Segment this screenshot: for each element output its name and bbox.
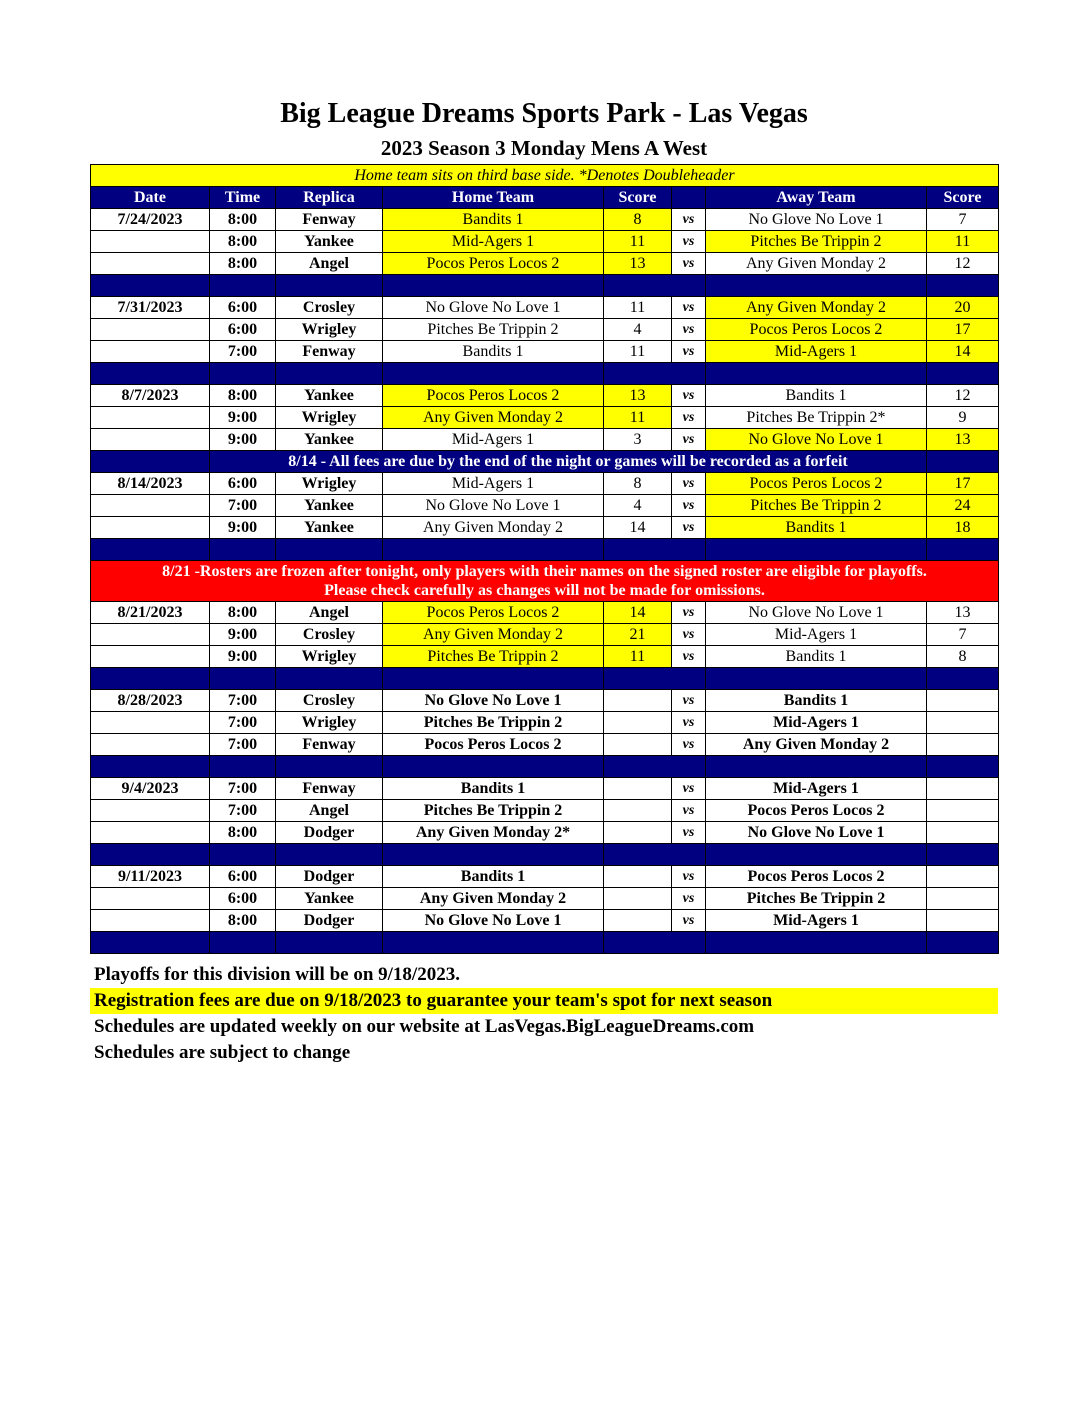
vs-label: vs xyxy=(672,231,706,253)
away-score: 7 xyxy=(927,209,999,231)
separator-row xyxy=(91,932,999,954)
separator-cell xyxy=(706,539,927,561)
separator-cell xyxy=(604,668,706,690)
home-team: Mid-Agers 1 xyxy=(383,231,604,253)
separator-cell xyxy=(927,363,999,385)
home-score xyxy=(604,822,672,844)
game-date xyxy=(91,407,210,429)
separator-cell xyxy=(706,844,927,866)
away-team: Any Given Monday 2 xyxy=(706,734,927,756)
home-team: Any Given Monday 2* xyxy=(383,822,604,844)
vs-label: vs xyxy=(672,209,706,231)
game-replica-field: Yankee xyxy=(276,495,383,517)
header-row xyxy=(91,187,999,209)
game-row xyxy=(91,888,999,910)
vs-label: vs xyxy=(672,473,706,495)
game-time: 7:00 xyxy=(210,690,276,712)
away-score: 24 xyxy=(927,495,999,517)
game-replica-field: Wrigley xyxy=(276,319,383,341)
separator-cell xyxy=(927,932,999,954)
game-row xyxy=(91,319,999,341)
game-row xyxy=(91,690,999,712)
away-score: 20 xyxy=(927,297,999,319)
game-row xyxy=(91,407,999,429)
away-team: Pocos Peros Locos 2 xyxy=(706,473,927,495)
roster-banner-line: 8/21 -Rosters are frozen after tonight, only players with their names on the signed roster are eligible for playoffs. xyxy=(162,563,927,580)
separator-cell xyxy=(604,275,706,297)
vs-label: vs xyxy=(672,910,706,932)
website-note: Schedules are updated weekly on our website at LasVegas.BigLeagueDreams.com xyxy=(94,1016,755,1037)
away-team: Pocos Peros Locos 2 xyxy=(706,866,927,888)
separator-cell xyxy=(604,539,706,561)
separator-cell xyxy=(383,932,604,954)
game-replica-field: Crosley xyxy=(276,624,383,646)
game-replica-field: Crosley xyxy=(276,297,383,319)
away-score: 8 xyxy=(927,646,999,668)
game-row xyxy=(91,712,999,734)
away-team: Pitches Be Trippin 2 xyxy=(706,888,927,910)
home-team: No Glove No Love 1 xyxy=(383,910,604,932)
game-row xyxy=(91,473,999,495)
separator-cell xyxy=(91,756,210,778)
separator-cell xyxy=(210,275,276,297)
home-team: Pocos Peros Locos 2 xyxy=(383,253,604,275)
game-row xyxy=(91,385,999,407)
col-away-team-header: Away Team xyxy=(706,187,927,209)
fees-banner-text: 8/14 - All fees are due by the end of the night or games will be recorded as a forfeit xyxy=(210,451,927,473)
vs-label: vs xyxy=(672,690,706,712)
home-team: Pocos Peros Locos 2 xyxy=(383,602,604,624)
game-time: 8:00 xyxy=(210,822,276,844)
separator-cell xyxy=(276,539,383,561)
home-score: 4 xyxy=(604,319,672,341)
away-team: Bandits 1 xyxy=(706,690,927,712)
away-score: 7 xyxy=(927,624,999,646)
game-replica-field: Fenway xyxy=(276,341,383,363)
note-text: Home team sits on third base side. *Denotes Doubleheader xyxy=(91,165,999,187)
home-score: 14 xyxy=(604,517,672,539)
game-date xyxy=(91,495,210,517)
separator-cell xyxy=(210,844,276,866)
home-team: Any Given Monday 2 xyxy=(383,407,604,429)
col-replica-header: Replica xyxy=(276,187,383,209)
game-time: 7:00 xyxy=(210,712,276,734)
away-team: Pocos Peros Locos 2 xyxy=(706,800,927,822)
away-team: No Glove No Love 1 xyxy=(706,822,927,844)
page-subtitle: 2023 Season 3 Monday Mens A West xyxy=(380,136,708,160)
game-replica-field: Crosley xyxy=(276,690,383,712)
separator-cell xyxy=(210,756,276,778)
game-row xyxy=(91,800,999,822)
separator-cell xyxy=(706,668,927,690)
away-team: Pitches Be Trippin 2 xyxy=(706,495,927,517)
vs-label: vs xyxy=(672,712,706,734)
game-time: 8:00 xyxy=(210,910,276,932)
game-date xyxy=(91,517,210,539)
game-replica-field: Angel xyxy=(276,602,383,624)
home-team: Pitches Be Trippin 2 xyxy=(383,800,604,822)
game-date xyxy=(91,253,210,275)
game-row xyxy=(91,297,999,319)
game-time: 7:00 xyxy=(210,778,276,800)
separator-row xyxy=(91,275,999,297)
vs-label: vs xyxy=(672,407,706,429)
away-team: Mid-Agers 1 xyxy=(706,910,927,932)
game-time: 8:00 xyxy=(210,231,276,253)
away-team: Any Given Monday 2 xyxy=(706,253,927,275)
vs-label: vs xyxy=(672,319,706,341)
home-team: Bandits 1 xyxy=(383,209,604,231)
game-date xyxy=(91,734,210,756)
game-replica-field: Wrigley xyxy=(276,407,383,429)
game-row xyxy=(91,734,999,756)
game-date xyxy=(91,646,210,668)
home-team: Any Given Monday 2 xyxy=(383,888,604,910)
game-row xyxy=(91,624,999,646)
away-score: 13 xyxy=(927,429,999,451)
vs-label: vs xyxy=(672,429,706,451)
home-score: 8 xyxy=(604,209,672,231)
vs-label: vs xyxy=(672,341,706,363)
home-score: 13 xyxy=(604,253,672,275)
game-replica-field: Wrigley xyxy=(276,712,383,734)
home-score xyxy=(604,778,672,800)
game-date: 7/24/2023 xyxy=(91,209,210,231)
vs-label: vs xyxy=(672,800,706,822)
separator-cell xyxy=(383,668,604,690)
separator-row xyxy=(91,668,999,690)
game-replica-field: Dodger xyxy=(276,822,383,844)
game-time: 9:00 xyxy=(210,429,276,451)
roster-banner-line: Please check carefully as changes will not be made for omissions. xyxy=(324,582,765,599)
game-time: 7:00 xyxy=(210,734,276,756)
separator-row xyxy=(91,539,999,561)
game-row xyxy=(91,429,999,451)
game-date: 9/4/2023 xyxy=(91,778,210,800)
home-team: Bandits 1 xyxy=(383,341,604,363)
home-team: No Glove No Love 1 xyxy=(383,495,604,517)
home-score xyxy=(604,866,672,888)
vs-label: vs xyxy=(672,734,706,756)
game-row xyxy=(91,910,999,932)
separator-cell xyxy=(383,539,604,561)
away-team: Mid-Agers 1 xyxy=(706,778,927,800)
separator-cell xyxy=(276,668,383,690)
game-replica-field: Wrigley xyxy=(276,473,383,495)
game-time: 9:00 xyxy=(210,517,276,539)
game-row xyxy=(91,822,999,844)
game-replica-field: Angel xyxy=(276,800,383,822)
separator-cell xyxy=(91,844,210,866)
separator-cell xyxy=(383,844,604,866)
separator-cell xyxy=(604,932,706,954)
separator-cell xyxy=(927,539,999,561)
game-date xyxy=(91,910,210,932)
away-score xyxy=(927,690,999,712)
away-team: Any Given Monday 2 xyxy=(706,297,927,319)
separator-cell xyxy=(383,275,604,297)
separator-cell xyxy=(706,756,927,778)
game-row xyxy=(91,646,999,668)
vs-label: vs xyxy=(672,517,706,539)
home-score xyxy=(604,734,672,756)
away-score: 17 xyxy=(927,473,999,495)
away-score: 18 xyxy=(927,517,999,539)
game-time: 6:00 xyxy=(210,319,276,341)
away-team: No Glove No Love 1 xyxy=(706,429,927,451)
home-score: 11 xyxy=(604,341,672,363)
away-team: No Glove No Love 1 xyxy=(706,209,927,231)
game-time: 7:00 xyxy=(210,495,276,517)
vs-label: vs xyxy=(672,624,706,646)
home-score xyxy=(604,910,672,932)
game-time: 8:00 xyxy=(210,385,276,407)
separator-cell xyxy=(210,932,276,954)
away-score xyxy=(927,778,999,800)
game-date: 8/28/2023 xyxy=(91,690,210,712)
game-time: 9:00 xyxy=(210,407,276,429)
separator-cell xyxy=(706,275,927,297)
separator-cell xyxy=(927,756,999,778)
home-team: Bandits 1 xyxy=(383,866,604,888)
col-time-header: Time xyxy=(210,187,276,209)
game-date: 8/21/2023 xyxy=(91,602,210,624)
game-replica-field: Fenway xyxy=(276,209,383,231)
home-score: 11 xyxy=(604,231,672,253)
separator-cell xyxy=(91,539,210,561)
game-row xyxy=(91,778,999,800)
game-time: 8:00 xyxy=(210,602,276,624)
roster-banner xyxy=(91,561,999,602)
game-time: 8:00 xyxy=(210,209,276,231)
home-score: 11 xyxy=(604,646,672,668)
separator-row xyxy=(91,363,999,385)
game-replica-field: Fenway xyxy=(276,778,383,800)
separator-cell xyxy=(210,363,276,385)
separator-cell xyxy=(91,932,210,954)
home-score xyxy=(604,888,672,910)
separator-cell xyxy=(706,363,927,385)
game-replica-field: Yankee xyxy=(276,429,383,451)
separator-cell xyxy=(276,932,383,954)
game-row xyxy=(91,495,999,517)
separator-cell xyxy=(383,363,604,385)
banner-spacer xyxy=(927,451,999,473)
game-time: 6:00 xyxy=(210,297,276,319)
home-team: No Glove No Love 1 xyxy=(383,690,604,712)
game-time: 6:00 xyxy=(210,888,276,910)
away-score xyxy=(927,800,999,822)
game-replica-field: Dodger xyxy=(276,866,383,888)
away-score: 12 xyxy=(927,385,999,407)
col-date-header: Date xyxy=(91,187,210,209)
home-score xyxy=(604,800,672,822)
separator-cell xyxy=(927,668,999,690)
home-score: 13 xyxy=(604,385,672,407)
separator-cell xyxy=(91,668,210,690)
away-score: 13 xyxy=(927,602,999,624)
game-time: 8:00 xyxy=(210,253,276,275)
separator-cell xyxy=(91,363,210,385)
away-score xyxy=(927,910,999,932)
game-replica-field: Yankee xyxy=(276,385,383,407)
game-date xyxy=(91,624,210,646)
game-row xyxy=(91,253,999,275)
home-team: Any Given Monday 2 xyxy=(383,624,604,646)
registration-note: Registration fees are due on 9/18/2023 to guarantee your team's spot for next season xyxy=(90,988,998,1014)
away-team: No Glove No Love 1 xyxy=(706,602,927,624)
away-score: 14 xyxy=(927,341,999,363)
game-row xyxy=(91,231,999,253)
page-title: Big League Dreams Sports Park - Las Vegas xyxy=(280,98,808,129)
game-date xyxy=(91,822,210,844)
game-date xyxy=(91,429,210,451)
away-score: 17 xyxy=(927,319,999,341)
separator-cell xyxy=(210,539,276,561)
separator-row xyxy=(91,756,999,778)
col-home-score-header: Score xyxy=(604,187,672,209)
vs-label: vs xyxy=(672,495,706,517)
separator-cell xyxy=(604,844,706,866)
vs-label: vs xyxy=(672,253,706,275)
away-score: 12 xyxy=(927,253,999,275)
away-team: Bandits 1 xyxy=(706,517,927,539)
separator-cell xyxy=(276,363,383,385)
away-score: 9 xyxy=(927,407,999,429)
separator-row xyxy=(91,844,999,866)
game-replica-field: Fenway xyxy=(276,734,383,756)
note-row xyxy=(91,165,999,187)
home-team: Pitches Be Trippin 2 xyxy=(383,319,604,341)
game-row xyxy=(91,602,999,624)
separator-cell xyxy=(927,844,999,866)
game-date: 9/11/2023 xyxy=(91,866,210,888)
game-date xyxy=(91,712,210,734)
away-score xyxy=(927,712,999,734)
home-score: 8 xyxy=(604,473,672,495)
vs-label: vs xyxy=(672,822,706,844)
home-score: 11 xyxy=(604,297,672,319)
away-team: Pitches Be Trippin 2 xyxy=(706,231,927,253)
separator-cell xyxy=(383,756,604,778)
game-date: 8/7/2023 xyxy=(91,385,210,407)
home-score: 14 xyxy=(604,602,672,624)
away-team: Pocos Peros Locos 2 xyxy=(706,319,927,341)
vs-label: vs xyxy=(672,888,706,910)
home-score: 4 xyxy=(604,495,672,517)
game-date xyxy=(91,319,210,341)
game-replica-field: Yankee xyxy=(276,231,383,253)
separator-cell xyxy=(91,275,210,297)
vs-label: vs xyxy=(672,778,706,800)
col-vs-header xyxy=(672,187,706,209)
vs-label: vs xyxy=(672,646,706,668)
home-team: Pocos Peros Locos 2 xyxy=(383,385,604,407)
game-replica-field: Yankee xyxy=(276,517,383,539)
home-team: Any Given Monday 2 xyxy=(383,517,604,539)
game-time: 6:00 xyxy=(210,473,276,495)
game-time: 7:00 xyxy=(210,800,276,822)
away-score xyxy=(927,888,999,910)
away-team: Mid-Agers 1 xyxy=(706,712,927,734)
game-replica-field: Dodger xyxy=(276,910,383,932)
away-score xyxy=(927,866,999,888)
vs-label: vs xyxy=(672,297,706,319)
game-replica-field: Angel xyxy=(276,253,383,275)
away-score: 11 xyxy=(927,231,999,253)
vs-label: vs xyxy=(672,866,706,888)
away-score xyxy=(927,734,999,756)
home-score: 3 xyxy=(604,429,672,451)
home-score xyxy=(604,712,672,734)
game-time: 7:00 xyxy=(210,341,276,363)
home-team: No Glove No Love 1 xyxy=(383,297,604,319)
col-away-score-header: Score xyxy=(927,187,999,209)
separator-cell xyxy=(210,668,276,690)
home-team: Bandits 1 xyxy=(383,778,604,800)
away-team: Mid-Agers 1 xyxy=(706,624,927,646)
away-team: Pitches Be Trippin 2* xyxy=(706,407,927,429)
game-replica-field: Wrigley xyxy=(276,646,383,668)
game-date xyxy=(91,231,210,253)
home-score: 21 xyxy=(604,624,672,646)
game-replica-field: Yankee xyxy=(276,888,383,910)
game-date: 7/31/2023 xyxy=(91,297,210,319)
vs-label: vs xyxy=(672,385,706,407)
separator-cell xyxy=(927,275,999,297)
home-score xyxy=(604,690,672,712)
home-team: Pitches Be Trippin 2 xyxy=(383,646,604,668)
vs-label: vs xyxy=(672,602,706,624)
separator-cell xyxy=(276,275,383,297)
home-team: Mid-Agers 1 xyxy=(383,473,604,495)
away-team: Bandits 1 xyxy=(706,646,927,668)
game-time: 6:00 xyxy=(210,866,276,888)
away-score xyxy=(927,822,999,844)
separator-cell xyxy=(706,932,927,954)
home-score: 11 xyxy=(604,407,672,429)
change-note: Schedules are subject to change xyxy=(94,1042,351,1063)
game-date xyxy=(91,341,210,363)
separator-cell xyxy=(276,756,383,778)
game-row xyxy=(91,209,999,231)
game-date: 8/14/2023 xyxy=(91,473,210,495)
separator-cell xyxy=(604,363,706,385)
schedule-table xyxy=(90,164,999,954)
game-time: 9:00 xyxy=(210,624,276,646)
separator-cell xyxy=(604,756,706,778)
roster-banner-row xyxy=(91,561,999,602)
game-row xyxy=(91,517,999,539)
game-row xyxy=(91,341,999,363)
game-time: 9:00 xyxy=(210,646,276,668)
game-date xyxy=(91,888,210,910)
separator-cell xyxy=(276,844,383,866)
home-team: Mid-Agers 1 xyxy=(383,429,604,451)
playoffs-note: Playoffs for this division will be on 9/18/2023. xyxy=(94,964,460,985)
game-date xyxy=(91,800,210,822)
away-team: Bandits 1 xyxy=(706,385,927,407)
game-row xyxy=(91,866,999,888)
home-team: Pocos Peros Locos 2 xyxy=(383,734,604,756)
banner-spacer xyxy=(91,451,210,473)
fees-banner-row xyxy=(91,451,999,473)
away-team: Mid-Agers 1 xyxy=(706,341,927,363)
col-home-team-header: Home Team xyxy=(383,187,604,209)
home-team: Pitches Be Trippin 2 xyxy=(383,712,604,734)
